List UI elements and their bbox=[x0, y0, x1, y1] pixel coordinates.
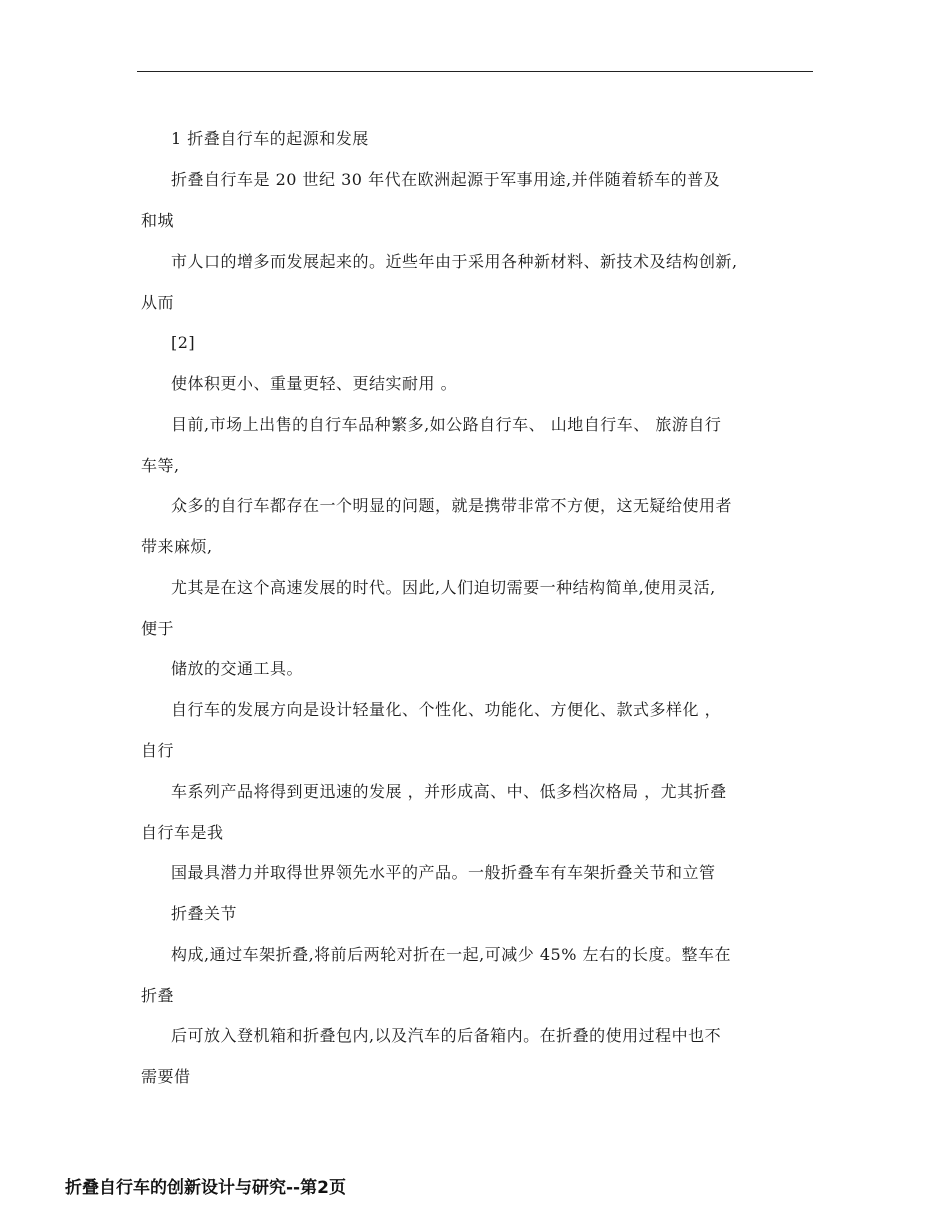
page-footer: 折叠自行车的创新设计与研究--第2页 bbox=[65, 1178, 346, 1198]
paragraph-line: 带来麻烦, bbox=[141, 537, 213, 556]
paragraph-line: 自行车是我 bbox=[141, 823, 224, 842]
paragraph-line: 众多的自行车都存在一个明显的问题，就是携带非常不方便，这无疑给使用者 bbox=[171, 496, 733, 515]
paragraph-line: 折叠自行车是 20 世纪 30 年代在欧洲起源于军事用途,并伴随着轿车的普及 bbox=[171, 170, 721, 189]
paragraph-line: 市人口的增多而发展起来的。近些年由于采用各种新材料、新技术及结构创新, bbox=[171, 252, 738, 271]
paragraph-line: 车等, bbox=[141, 456, 180, 475]
paragraph-line: 尤其是在这个高速发展的时代。因此,人们迫切需要一种结构简单,使用灵活, bbox=[171, 578, 716, 597]
paragraph-line: 车系列产品将得到更迅速的发展 ，并形成高、中、低多档次格局 ，尤其折叠 bbox=[171, 782, 727, 801]
paragraph-line: 折叠关节 bbox=[171, 904, 238, 923]
paragraph-line: 目前,市场上出售的自行车品种繁多,如公路自行车、 山地自行车、 旅游自行 bbox=[171, 415, 722, 434]
section-heading: 1 折叠自行车的起源和发展 bbox=[171, 129, 369, 148]
paragraph-line: 和城 bbox=[141, 211, 175, 230]
paragraph-line: 后可放入登机箱和折叠包内,以及汽车的后备箱内。在折叠的使用过程中也不 bbox=[171, 1026, 722, 1045]
paragraph-line: 需要借 bbox=[141, 1067, 191, 1086]
paragraph-line: 折叠 bbox=[141, 986, 175, 1005]
paragraph-line: 国最具潜力并取得世界领先水平的产品。一般折叠车有车架折叠关节和立管 bbox=[171, 863, 716, 882]
paragraph-line: 便于 bbox=[141, 619, 175, 638]
paragraph-line: 从而 bbox=[141, 293, 175, 312]
header-rule bbox=[137, 71, 813, 72]
paragraph-line: 自行 bbox=[141, 741, 175, 760]
paragraph-line: 自行车的发展方向是设计轻量化、个性化、功能化、方便化、款式多样化 ， bbox=[171, 700, 722, 719]
paragraph-line: 构成,通过车架折叠,将前后两轮对折在一起,可减少 45% 左右的长度。整车在 bbox=[171, 945, 731, 964]
paragraph-line: 储放的交通工具。 bbox=[171, 659, 304, 678]
citation-marker: [2] bbox=[171, 333, 196, 352]
paragraph-line: 使体积更小、重量更轻、更结实耐用 。 bbox=[171, 374, 458, 393]
